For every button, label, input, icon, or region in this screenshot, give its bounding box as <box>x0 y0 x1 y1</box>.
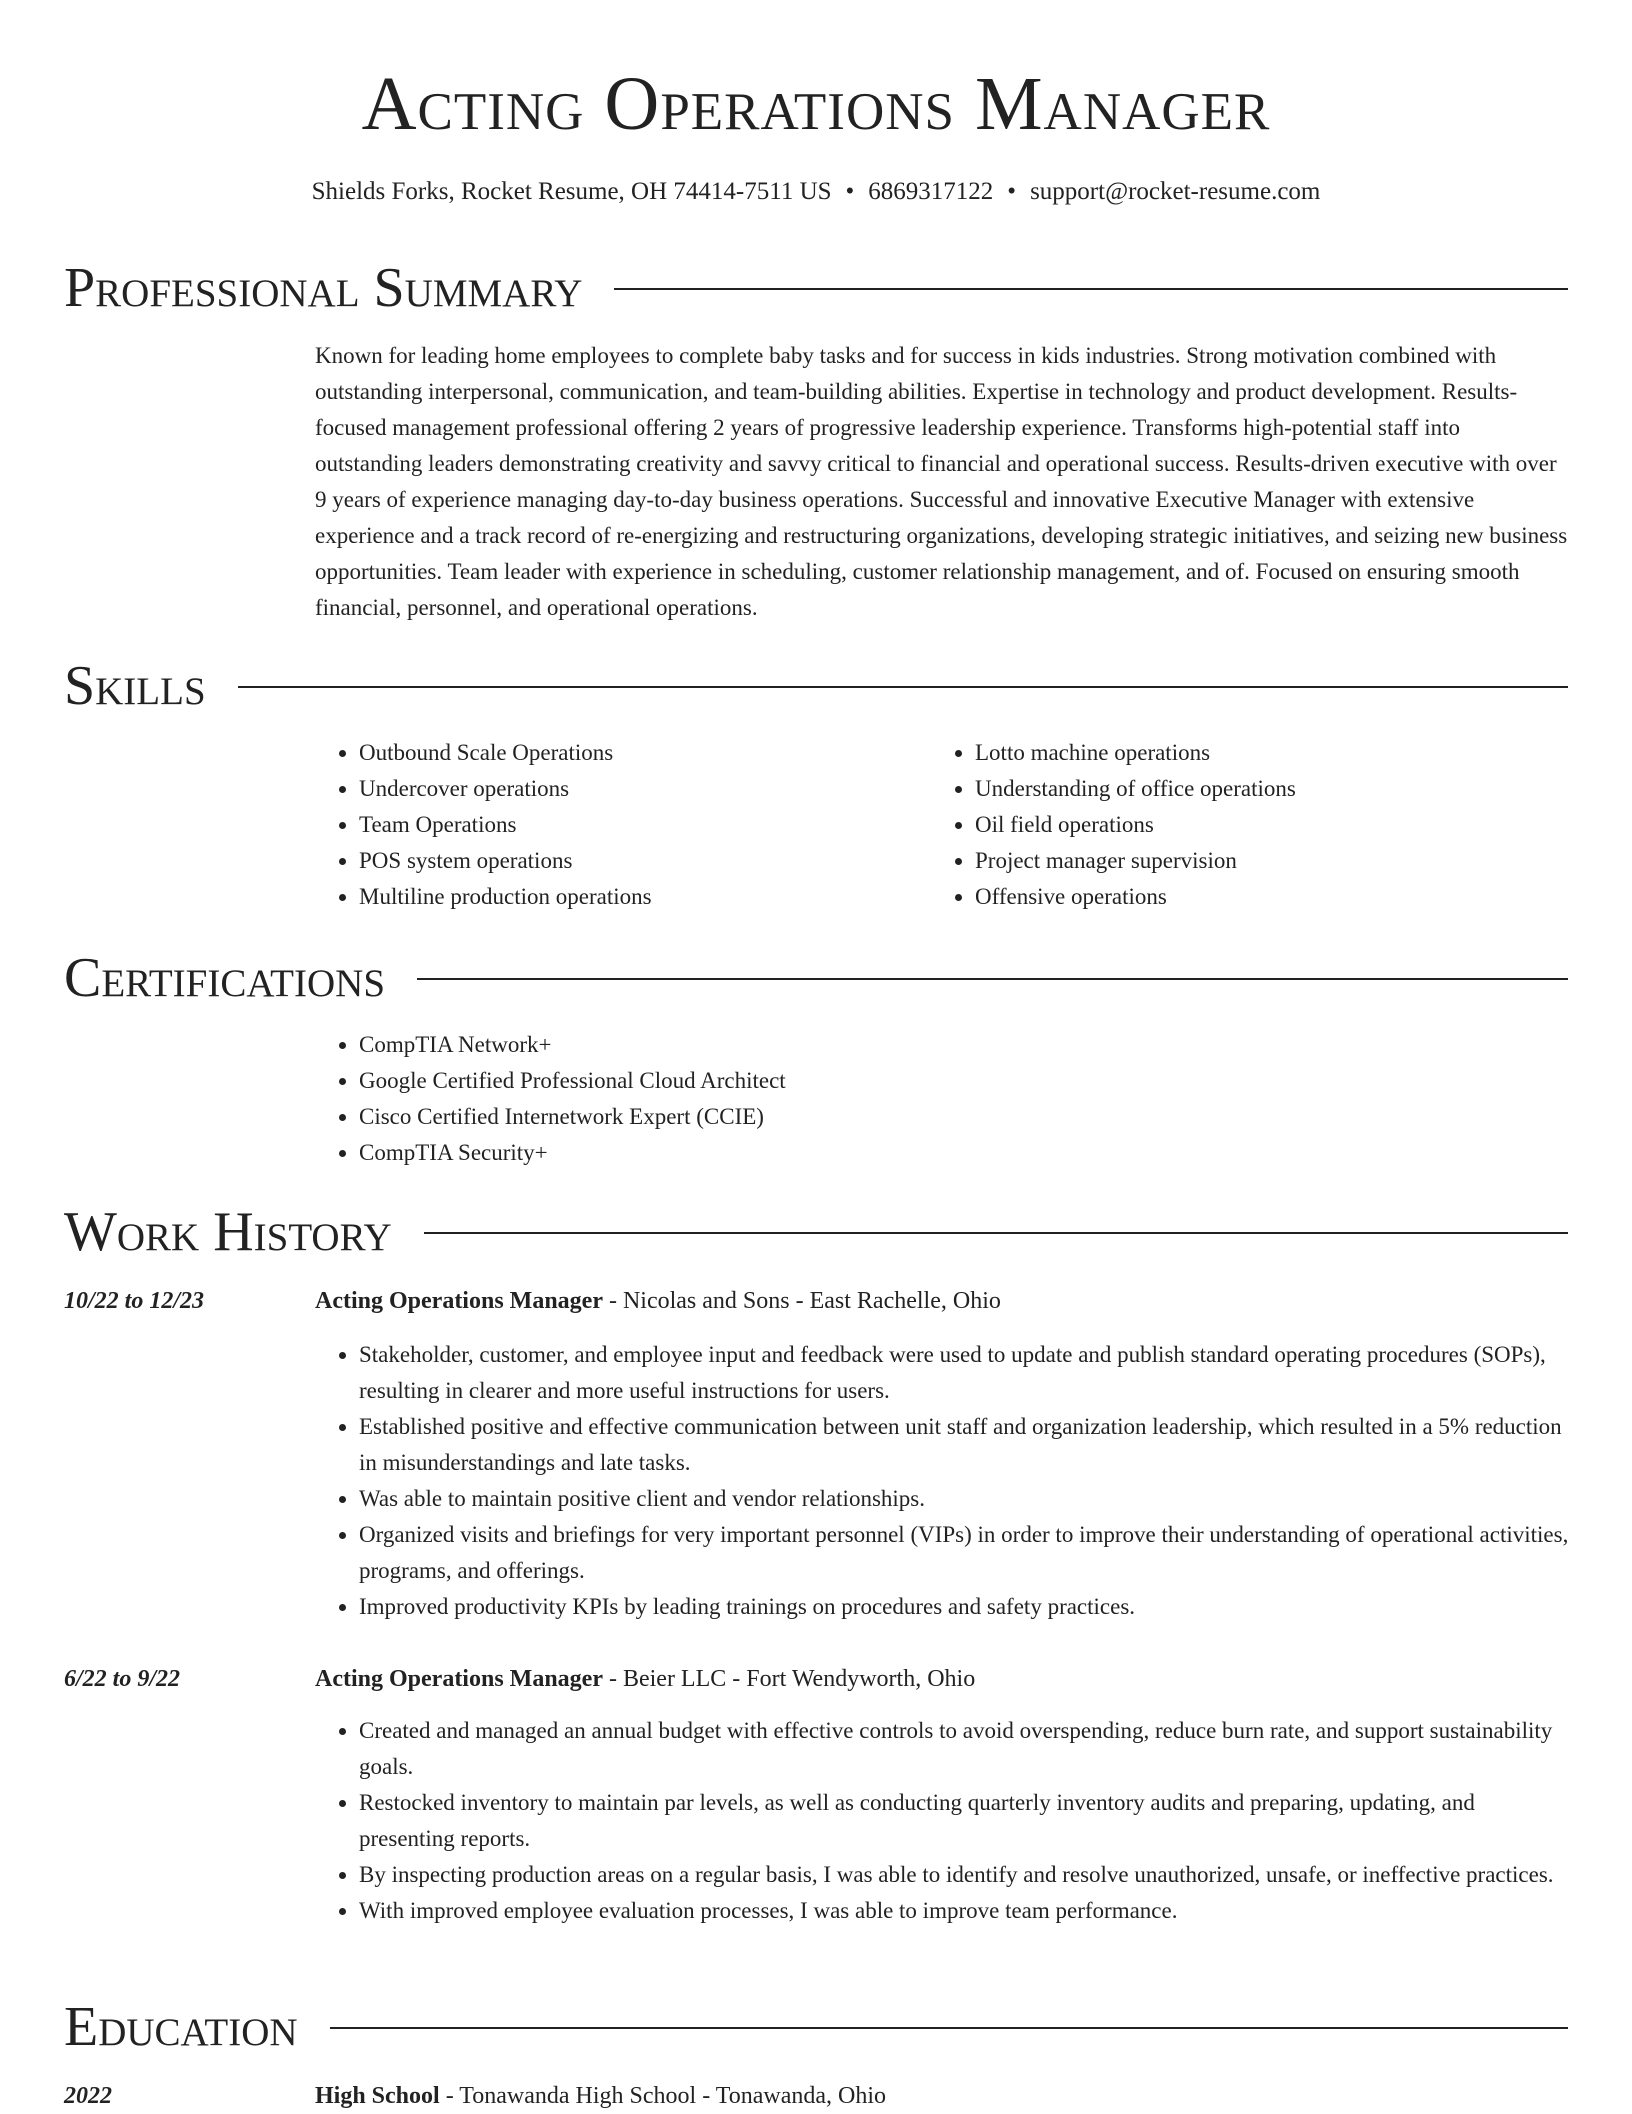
certifications-section-heading <box>64 946 1568 1010</box>
skills-column-right <box>931 735 1571 915</box>
job-duty-item: • Restocked inventory to maintain par levels, as well as conducting quarterly inventory audits and preparing, updating, and presenting reports. <box>359 1785 1570 1857</box>
summary-heading-text: Professional Summary <box>64 257 583 319</box>
job-title: Acting Operations Manager <box>315 1288 603 1314</box>
contact-separator: • <box>845 178 855 205</box>
skills-heading-text: Skills <box>64 655 206 717</box>
education-section-heading <box>64 1995 1568 2059</box>
job-duty-item: • Improved productivity KPIs by leading trainings on procedures and safety practices. <box>359 1589 1570 1625</box>
job-header <box>315 1283 1570 1319</box>
contact-phone: 6869317122 <box>868 178 994 205</box>
job-duty-item: • By inspecting production areas on a regular basis, I was able to identify and resolve unauthorized, unsafe, or ineffective practices. <box>359 1857 1570 1893</box>
job-duty-item: • Created and managed an annual budget with effective controls to avoid overspending, reduce burn rate, and support sustainability goals. <box>359 1713 1570 1785</box>
job-dates: 10/22 to 12/23 <box>64 1288 205 1314</box>
skills-section-heading <box>64 654 1568 718</box>
education-heading-text: Education <box>64 1996 298 2058</box>
work-history-section-heading <box>64 1200 1568 1264</box>
skill-item: • Lotto machine operations <box>975 735 1571 771</box>
contact-email: support@rocket-resume.com <box>1030 178 1321 205</box>
resume-title: Acting Operations Manager <box>361 62 1271 146</box>
certification-item: • Cisco Certified Internetwork Expert (CCIE) <box>359 1099 1570 1135</box>
job-duty-item: • Stakeholder, customer, and employee input and feedback were used to update and publish standard operating procedures (SOPs), resulting in clearer and more useful instructions for users. <box>359 1337 1570 1409</box>
job-duties <box>315 1713 1570 1929</box>
contact-line <box>0 174 1632 210</box>
certification-item: • CompTIA Network+ <box>359 1027 1570 1063</box>
contact-address: Shields Forks, Rocket Resume, OH 74414-7511 US <box>311 178 832 205</box>
skill-item: • Undercover operations <box>359 771 915 807</box>
education-header <box>315 2078 1570 2114</box>
section-divider <box>238 686 1568 688</box>
certifications-list <box>315 1027 1570 1171</box>
education-dates: 2022 <box>64 2083 112 2109</box>
certifications-heading-text: Certifications <box>64 947 386 1009</box>
job-duty-item: • Was able to maintain positive client and vendor relationships. <box>359 1481 1570 1517</box>
section-divider <box>424 1232 1568 1234</box>
skill-item: • Team Operations <box>359 807 915 843</box>
summary-paragraph: Known for leading home employees to complete baby tasks and for success in kids industries. Strong motivation combined with outstanding interpersonal, communication, and team-building abilities. Expertise in technology and product development. Results-focused management professional offering 2 years of progressive leadership experience. Transforms high-potential staff into outstanding leaders demonstrating creativity and savvy critical to financial and operational success. Results-driven executive with over 9 years of experience managing day-to-day business operations. Successful and innovative Executive Manager with extensive experience and a track record of re-energizing and restructuring organizations, developing strategic initiatives, and seizing new business opportunities. Team leader with experience in scheduling, customer relationship management, and of. Focused on ensuring smooth financial, personnel, and operational operations. <box>315 343 1568 620</box>
job-duty-item: • Established positive and effective communication between unit staff and organization leadership, which resulted in a 5% reduction in misunderstandings and late tasks. <box>359 1409 1570 1481</box>
contact-separator: • <box>1007 178 1017 205</box>
job-header <box>315 1661 1570 1697</box>
section-divider <box>330 2027 1568 2029</box>
skill-item: • Oil field operations <box>975 807 1571 843</box>
certification-item: • Google Certified Professional Cloud Architect <box>359 1063 1570 1099</box>
section-divider <box>614 288 1568 290</box>
certification-item: • CompTIA Security+ <box>359 1135 1570 1171</box>
skill-item: • Offensive operations <box>975 879 1571 915</box>
education-school-location: - Tonawanda High School - Tonawanda, Ohio <box>439 2083 887 2109</box>
section-divider <box>417 978 1568 980</box>
job-employer-location: - Beier LLC - Fort Wendyworth, Ohio <box>602 1666 976 1692</box>
education-degree: High School <box>315 2083 440 2109</box>
job-duty-item: • Organized visits and briefings for very important personnel (VIPs) in order to improve their understanding of operational activities, programs, and offerings. <box>359 1517 1570 1589</box>
job-employer-location: - Nicolas and Sons - East Rachelle, Ohio <box>602 1288 1001 1314</box>
skill-item: • Multiline production operations <box>359 879 915 915</box>
job-duties <box>315 1337 1570 1625</box>
job-duty-item: • With improved employee evaluation processes, I was able to improve team performance. <box>359 1893 1570 1929</box>
skill-item: • Understanding of office operations <box>975 771 1571 807</box>
skill-item: • Project manager supervision <box>975 843 1571 879</box>
job-dates: 6/22 to 9/22 <box>64 1666 181 1692</box>
skill-item: • Outbound Scale Operations <box>359 735 915 771</box>
skill-item: • POS system operations <box>359 843 915 879</box>
summary-section-heading <box>64 256 1568 320</box>
job-title: Acting Operations Manager <box>315 1666 603 1692</box>
skills-column-left <box>315 735 915 915</box>
work-history-heading-text: Work History <box>64 1201 392 1263</box>
